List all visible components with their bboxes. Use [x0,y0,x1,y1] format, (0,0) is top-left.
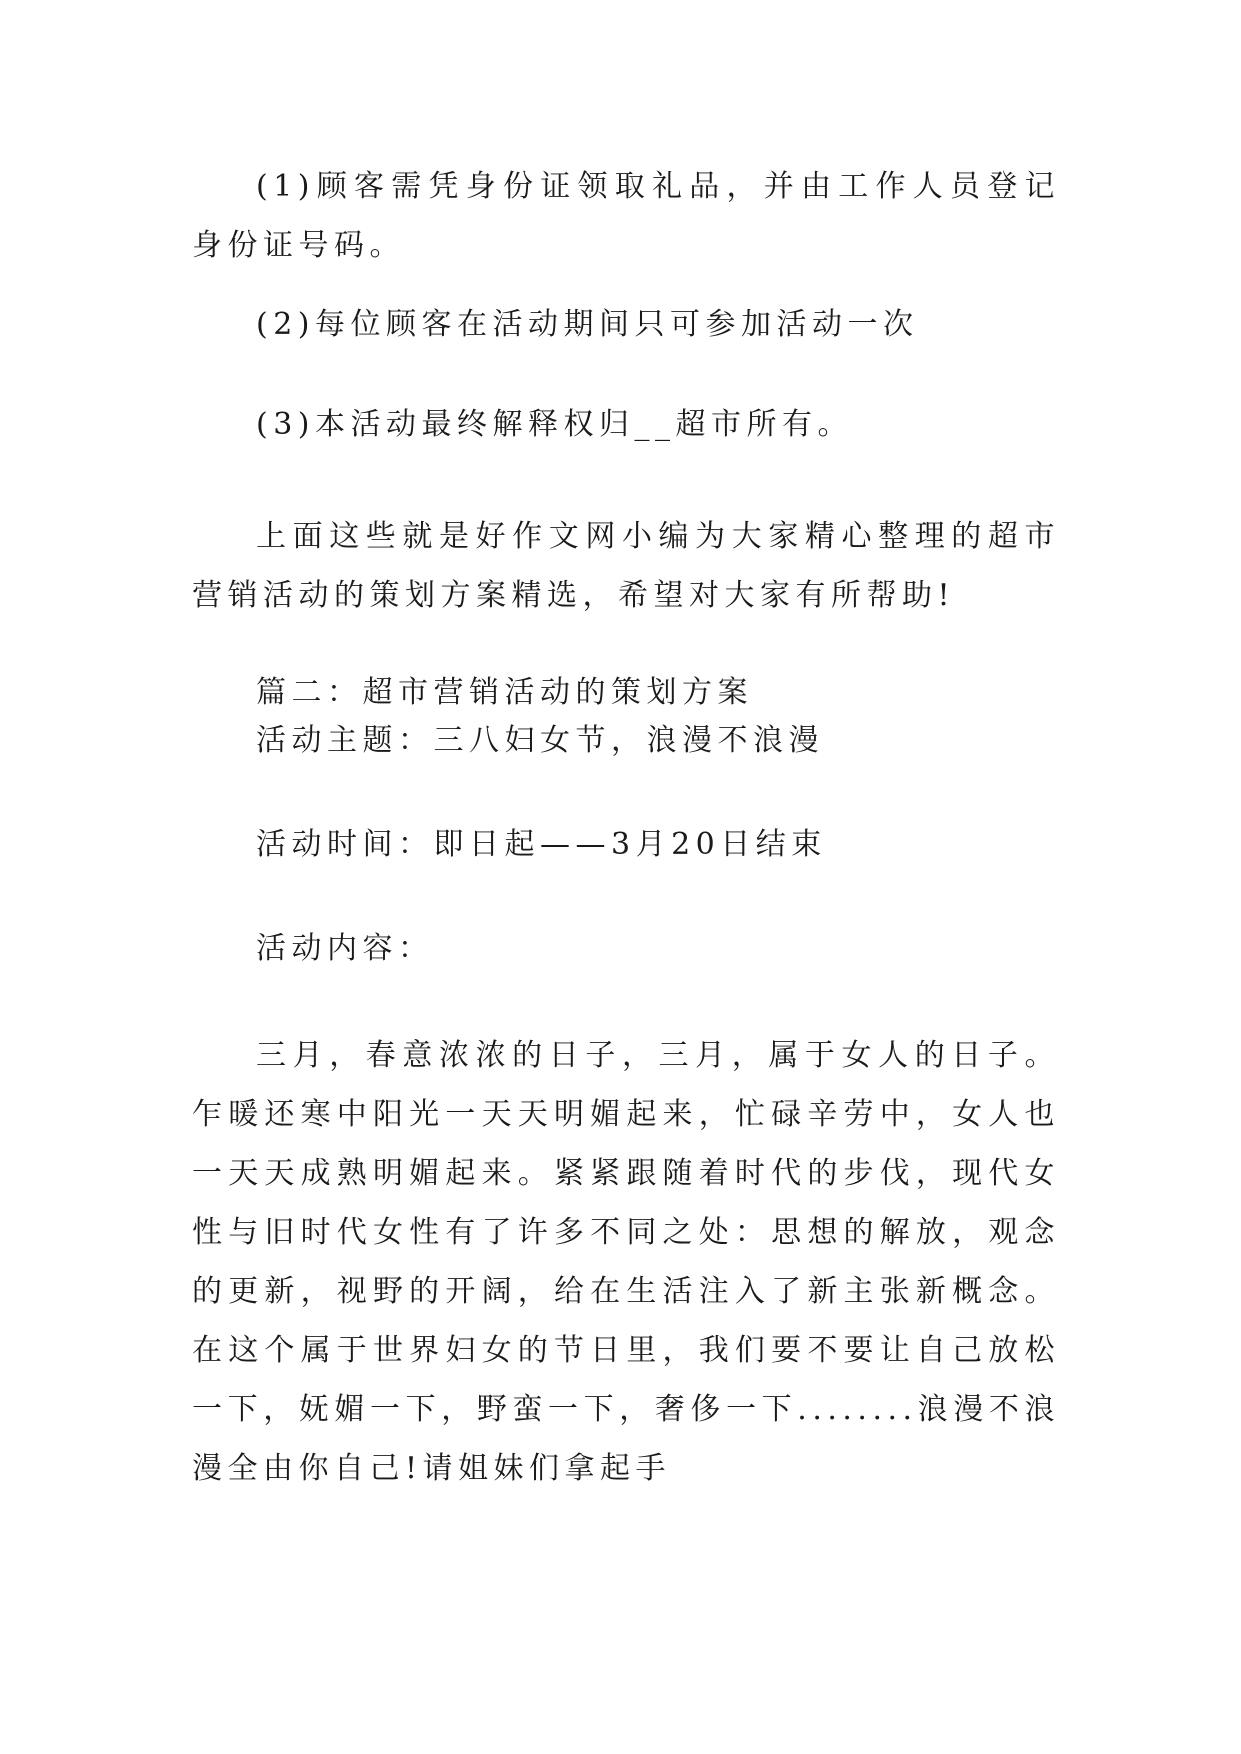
section-heading: 篇二：超市营销活动的策划方案 [256,675,753,710]
activity-time: 活动时间：即日起——3月20日结束 [256,827,827,862]
paragraph-closing-remark: 上面这些就是好作文网小编为大家精心整理的超市营销活动的策划方案精选，希望对大家有所帮助! [192,519,1060,613]
paragraph-id-card-rule: (1)顾客需凭身份证领取礼品，并由工作人员登记身份证号码。 [192,169,1060,263]
activity-content-label: 活动内容： [256,931,434,966]
paragraph-interpretation-rights: (3)本活动最终解释权归__超市所有。 [256,407,853,442]
paragraph-activity-description: 三月，春意浓浓的日子，三月，属于女人的日子。乍暖还寒中阳光一天天明媚起来，忙碌辛劳中，女人也一天天成熟明媚起来。紧紧跟随着时代的步伐，现代女性与旧时代女性有了许多不同之处：思想的解放，观念的更新，视野的开阔，给在生活注入了新主张新概念。在这个属于世界妇女的节日里，我们要不要让自己放松一下，妩媚一下，野蛮一下，奢侈一下........浪漫不浪漫全由你自己!请姐妹们拿起手 [192,1038,1060,1486]
activity-theme: 活动主题：三八妇女节，浪漫不浪漫 [256,723,824,758]
paragraph-once-per-customer: (2)每位顾客在活动期间只可参加活动一次 [256,307,919,342]
